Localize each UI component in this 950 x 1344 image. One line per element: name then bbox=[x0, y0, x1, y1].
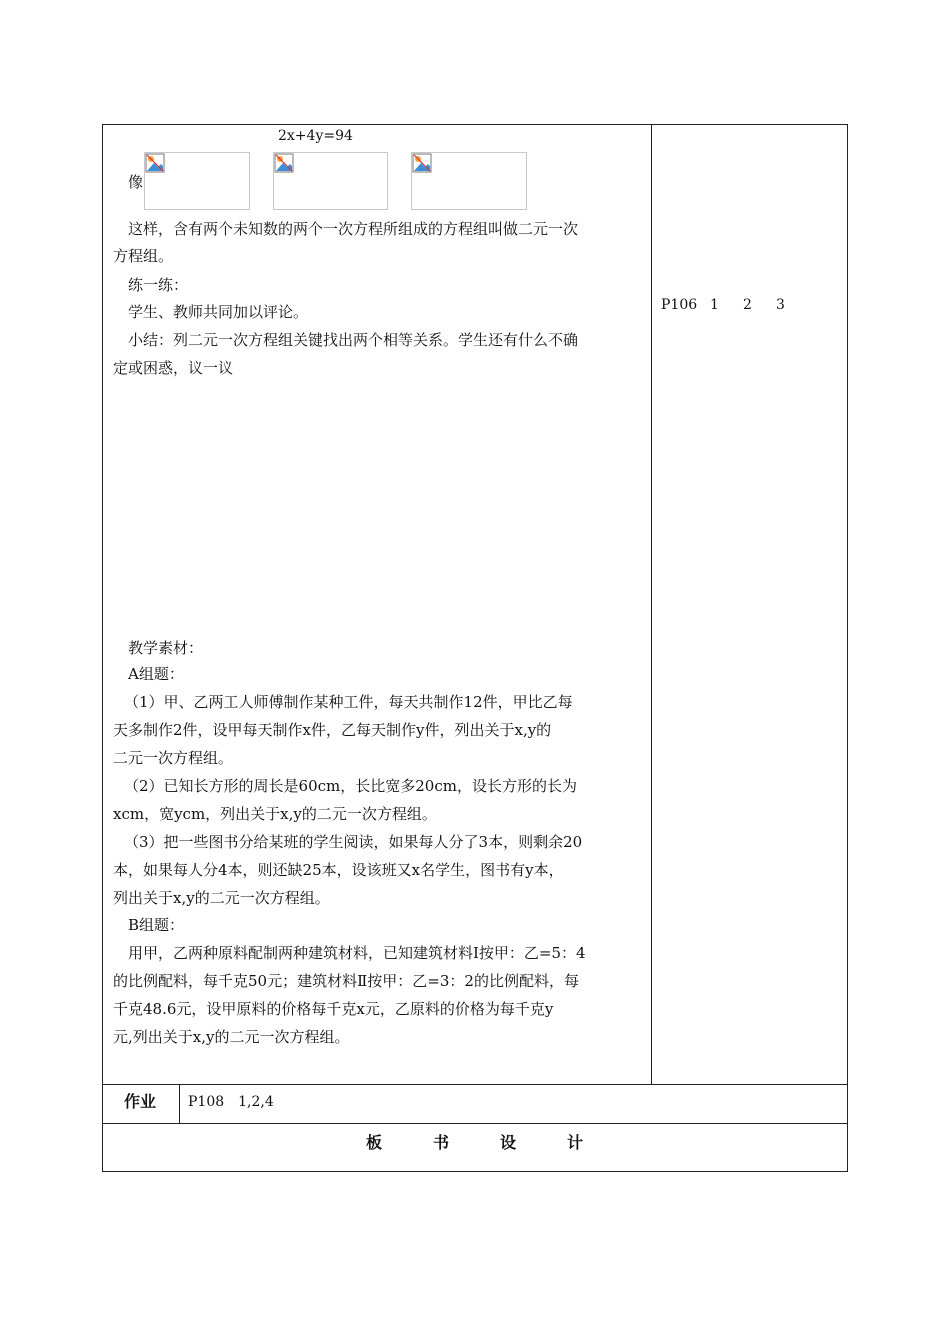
side-page-ref: P106 bbox=[661, 297, 698, 313]
side-item-1: 1 bbox=[710, 297, 719, 313]
board-title-char-2: 书 bbox=[433, 1133, 450, 1152]
table-bottom-border bbox=[102, 1171, 848, 1172]
side-item-3: 3 bbox=[776, 297, 785, 313]
a2-line-1: （2）已知长方形的周长是60cm，长比宽多20cm，设长方形的长为 bbox=[124, 777, 577, 795]
table-left-border bbox=[102, 124, 103, 1172]
homework-label-divider bbox=[179, 1084, 180, 1124]
comment-text: 学生、教师共同加以评论。 bbox=[128, 303, 309, 321]
table-top-border bbox=[102, 124, 848, 125]
summary-line-2: 定或困惑，议一议 bbox=[113, 359, 234, 377]
broken-image-1 bbox=[144, 152, 250, 210]
table-right-border bbox=[847, 124, 848, 1172]
definition-line-1: 这样，含有两个未知数的两个一次方程所组成的方程组叫做二元一次 bbox=[128, 220, 579, 238]
a3-line-2: 本，如果每人分4本，则还缺25本，设该班又x名学生，图书有y本， bbox=[113, 861, 564, 879]
materials-heading: 教学素材： bbox=[128, 639, 204, 657]
board-title-char-4: 计 bbox=[567, 1133, 584, 1152]
group-b-heading: B组题： bbox=[128, 916, 185, 934]
broken-image-3 bbox=[411, 152, 527, 210]
broken-image-icon bbox=[145, 153, 165, 173]
practice-heading: 练一练： bbox=[128, 276, 189, 294]
equation: 2x+4y=94 bbox=[278, 128, 353, 144]
b-line-3: 千克48.6元，设甲原料的价格每千克x元，乙原料的价格为每千克y bbox=[113, 1000, 554, 1018]
broken-image-icon bbox=[274, 153, 294, 173]
summary-line-1: 小结：列二元一次方程组关键找出两个相等关系。学生还有什么不确 bbox=[128, 331, 579, 349]
homework-value: P108 1,2,4 bbox=[188, 1094, 274, 1110]
side-column-divider bbox=[651, 124, 652, 1085]
a1-line-2: 天多制作2件，设甲每天制作x件，乙每天制作y件，列出关于x,y的 bbox=[113, 721, 552, 739]
table-row-divider-2 bbox=[102, 1123, 848, 1124]
definition-line-2: 方程组。 bbox=[113, 247, 174, 265]
side-item-2: 2 bbox=[743, 297, 752, 313]
group-a-heading: A组题： bbox=[128, 665, 184, 683]
a3-line-3: 列出关于x,y的二元一次方程组。 bbox=[113, 889, 330, 907]
table-row-divider-1 bbox=[102, 1084, 848, 1085]
a1-line-1: （1）甲、乙两工人师傅制作某种工件，每天共制作12件，甲比乙每 bbox=[124, 693, 573, 711]
board-title-char-3: 设 bbox=[500, 1133, 517, 1152]
image-label: 像 bbox=[128, 173, 144, 191]
homework-label: 作业 bbox=[124, 1092, 157, 1111]
broken-image-2 bbox=[273, 152, 388, 210]
a1-line-3: 二元一次方程组。 bbox=[113, 749, 234, 767]
b-line-1: 用甲，乙两种原料配制两种建筑材料，已知建筑材料Ⅰ按甲：乙=5：4 bbox=[128, 944, 586, 962]
a3-line-1: （3）把一些图书分给某班的学生阅读，如果每人分了3本，则剩余20 bbox=[124, 833, 583, 851]
a2-line-2: xcm，宽ycm，列出关于x,y的二元一次方程组。 bbox=[113, 805, 437, 823]
broken-image-icon bbox=[412, 153, 432, 173]
board-title-char-1: 板 bbox=[366, 1133, 383, 1152]
b-line-4: 元,列出关于x,y的二元一次方程组。 bbox=[113, 1028, 350, 1046]
b-line-2: 的比例配料，每千克50元；建筑材料Ⅱ按甲：乙=3：2的比例配料，每 bbox=[113, 972, 579, 990]
